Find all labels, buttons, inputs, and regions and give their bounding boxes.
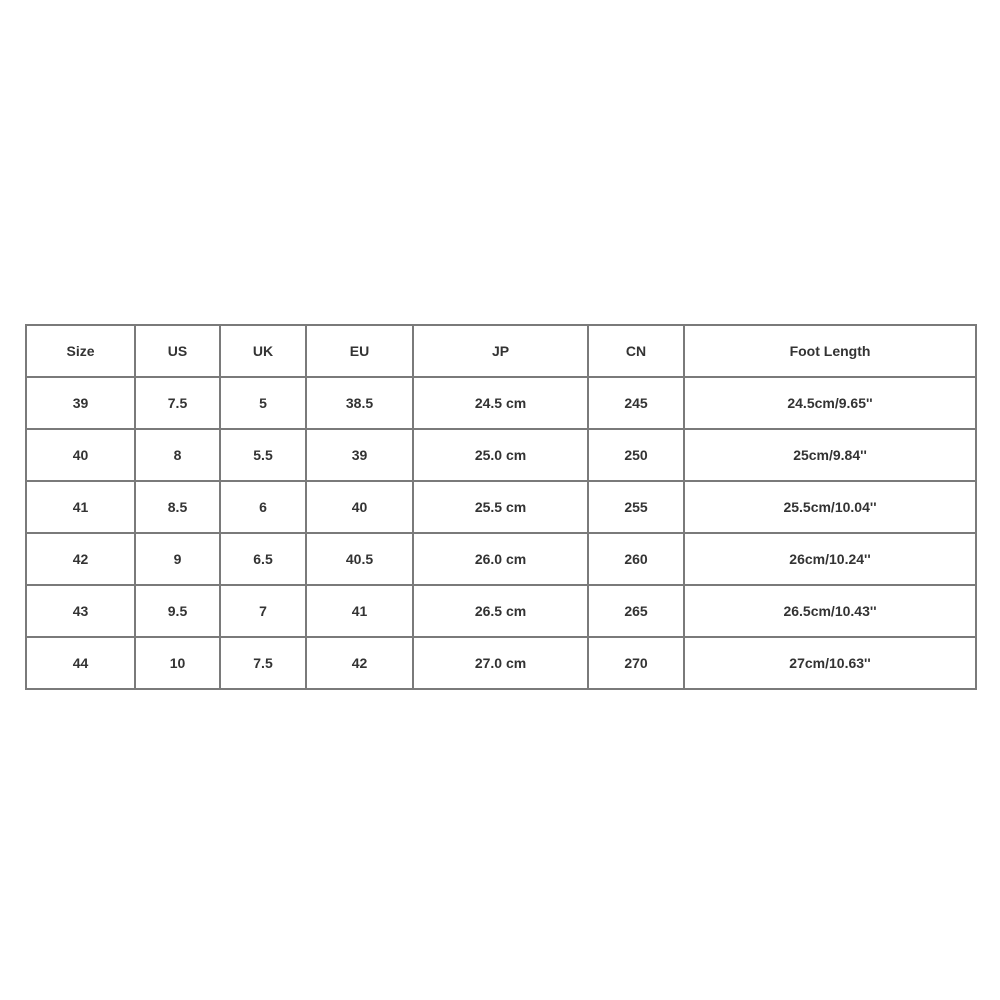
cell-cn: 260	[588, 533, 684, 585]
table-row	[26, 637, 976, 689]
cell-us: 9.5	[135, 585, 220, 637]
cell-us: 10	[135, 637, 220, 689]
table-row	[26, 429, 976, 481]
table-row	[26, 481, 976, 533]
cell-us: 8	[135, 429, 220, 481]
cell-uk: 7	[220, 585, 306, 637]
cell-eu: 38.5	[306, 377, 413, 429]
cell-us: 7.5	[135, 377, 220, 429]
cell-eu: 42	[306, 637, 413, 689]
cell-size: 41	[26, 481, 135, 533]
cell-cn: 265	[588, 585, 684, 637]
header-foot-length: Foot Length	[684, 325, 976, 377]
table-row	[26, 585, 976, 637]
cell-eu: 40	[306, 481, 413, 533]
cell-size: 42	[26, 533, 135, 585]
cell-cn: 270	[588, 637, 684, 689]
header-eu: EU	[306, 325, 413, 377]
cell-jp: 27.0 cm	[413, 637, 588, 689]
cell-jp: 26.5 cm	[413, 585, 588, 637]
cell-foot-length: 24.5cm/9.65''	[684, 377, 976, 429]
cell-uk: 6.5	[220, 533, 306, 585]
cell-jp: 25.0 cm	[413, 429, 588, 481]
cell-cn: 255	[588, 481, 684, 533]
header-cn: CN	[588, 325, 684, 377]
cell-foot-length: 26cm/10.24''	[684, 533, 976, 585]
cell-us: 8.5	[135, 481, 220, 533]
header-us: US	[135, 325, 220, 377]
cell-size: 44	[26, 637, 135, 689]
cell-us: 9	[135, 533, 220, 585]
header-row	[26, 325, 976, 377]
header-size: Size	[26, 325, 135, 377]
cell-jp: 26.0 cm	[413, 533, 588, 585]
cell-eu: 40.5	[306, 533, 413, 585]
cell-size: 43	[26, 585, 135, 637]
header-uk: UK	[220, 325, 306, 377]
cell-foot-length: 25.5cm/10.04''	[684, 481, 976, 533]
cell-foot-length: 25cm/9.84''	[684, 429, 976, 481]
cell-foot-length: 27cm/10.63''	[684, 637, 976, 689]
cell-eu: 39	[306, 429, 413, 481]
table-row	[26, 377, 976, 429]
cell-uk: 6	[220, 481, 306, 533]
cell-size: 40	[26, 429, 135, 481]
cell-uk: 7.5	[220, 637, 306, 689]
cell-jp: 24.5 cm	[413, 377, 588, 429]
size-chart-table	[25, 324, 977, 690]
header-jp: JP	[413, 325, 588, 377]
cell-cn: 250	[588, 429, 684, 481]
table-row	[26, 533, 976, 585]
cell-eu: 41	[306, 585, 413, 637]
cell-jp: 25.5 cm	[413, 481, 588, 533]
cell-uk: 5.5	[220, 429, 306, 481]
cell-foot-length: 26.5cm/10.43''	[684, 585, 976, 637]
cell-uk: 5	[220, 377, 306, 429]
cell-cn: 245	[588, 377, 684, 429]
cell-size: 39	[26, 377, 135, 429]
